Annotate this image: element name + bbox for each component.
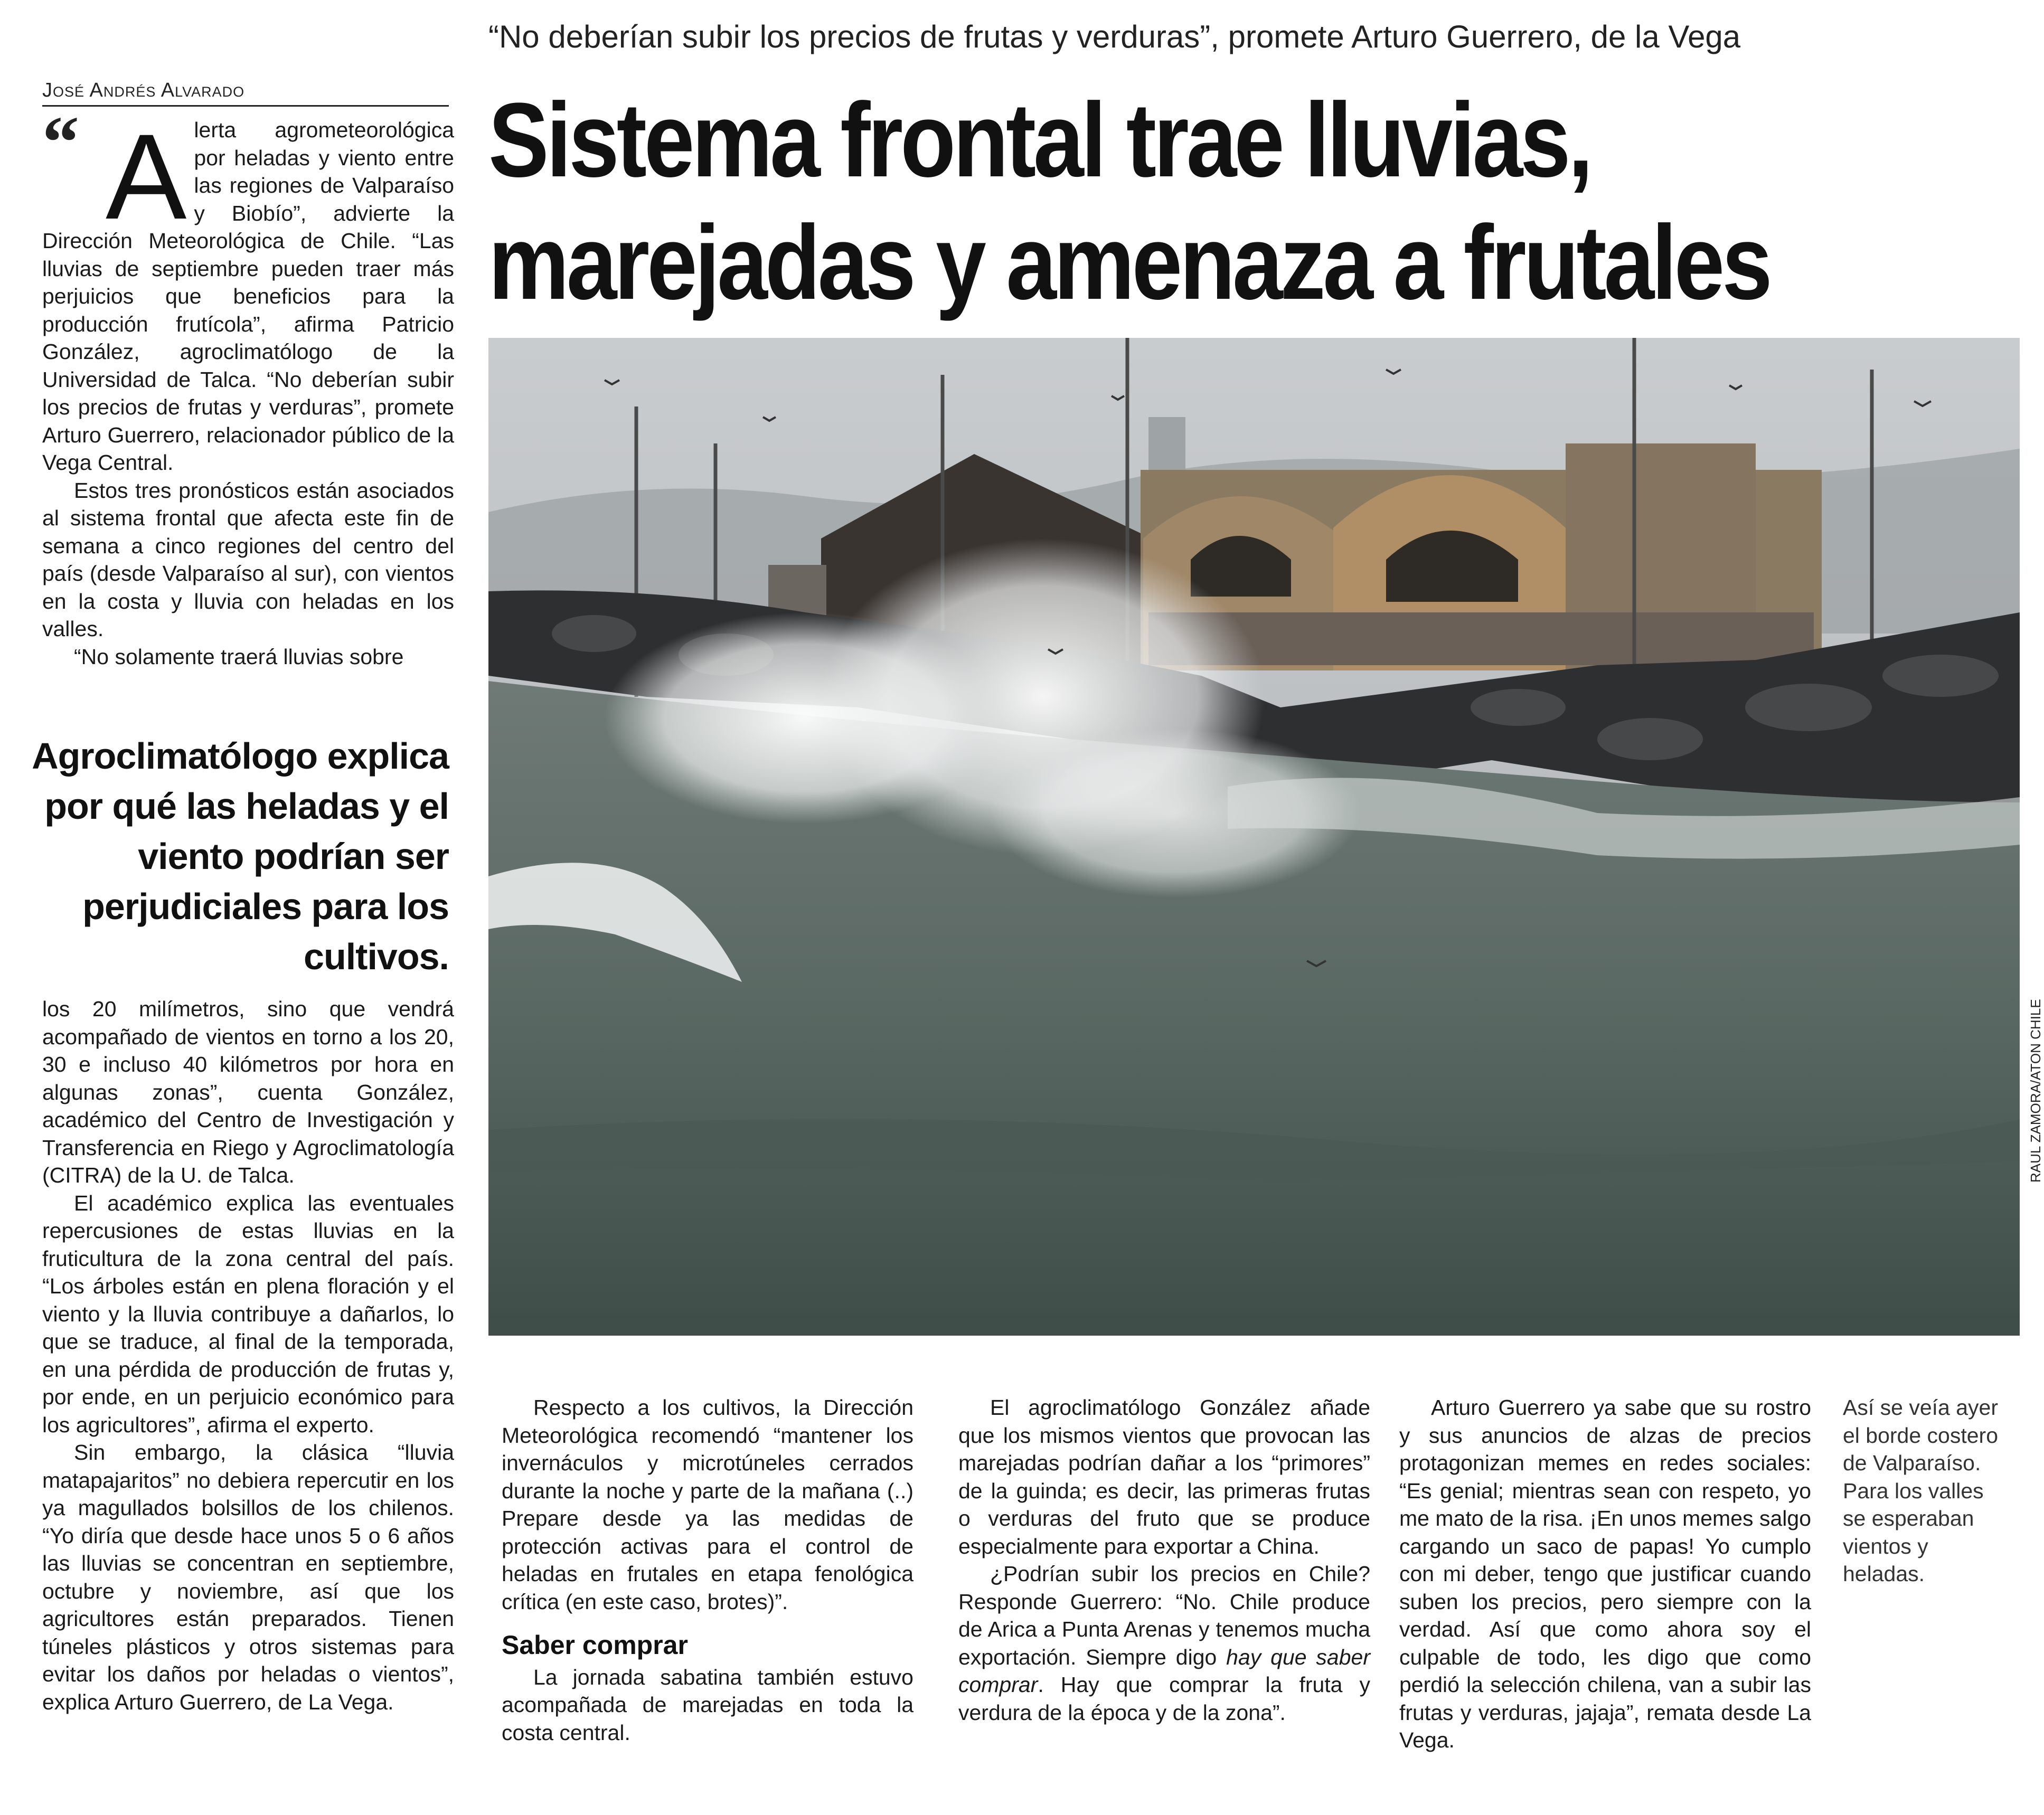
column-3 [958, 1394, 1370, 1811]
paragraph: Respecto a los cultivos, la Dirección Meteorológica recomendó “mantener los invernáculos y microtúneles cerrados durante la noche y parte de la mañana (..) Prepare desde ya las medidas de protección activas para el control de heladas en frutales en etapa fenológica crítica (en este caso, brotes)”. [502, 1395, 913, 1614]
paragraph: “No solamente traerá lluvias sobre [74, 644, 404, 669]
kicker: “No deberían subir los precios de frutas y verduras”, promete Arturo Guerrero, de la Vega [488, 19, 1741, 54]
dropcap: A [106, 109, 187, 244]
paragraph [958, 1560, 1370, 1726]
quote-mark: “ [42, 101, 79, 183]
paragraph-text: . Hay que comprar la fruta y verdura de la época y de la zona”. [958, 1672, 1370, 1725]
headline-line-2: marejadas y amenaza a frutales [488, 204, 1770, 322]
subhead: Saber comprar [502, 1630, 688, 1660]
paragraph: Estos tres pronósticos están asociados al sistema frontal que afecta este fin de semana a cinco regiones del centro del país (desde Valparaíso al sur), con vientos en la costa y lluvia con heladas en los valles. [42, 478, 454, 641]
column-1-bottom [42, 995, 454, 1798]
news-photo [488, 338, 2020, 1336]
photo-caption: Así se veía ayer el borde costero de Valparaíso. Para los valles se esperaban vientos y heladas. [1843, 1395, 1999, 1586]
paragraph: Arturo Guerrero ya sabe que su rostro y sus anuncios de alzas de precios protagonizan memes en redes sociales: “Es genial; mientras sean con respeto, yo me mato de la risa. ¡En unos memes salgo cargando un saco de papas! Yo cumplo con mi deber, tengo que justificar cuando suben los precios, pero siempre con la verdad. Así que como ahora soy el culpable de todo, les digo que como perdió la selección chilena, van a subir las frutas y verduras, jajaja”, remata desde La Vega. [1399, 1395, 1811, 1752]
column-2 [502, 1394, 913, 1811]
emphasis-text: hay que saber comprar [958, 1644, 1370, 1697]
paragraph: La jornada sabatina también estuvo acompañada de marejadas en toda la costa central. [502, 1665, 913, 1745]
stormy-coast-image [488, 338, 2020, 1336]
byline: José Andrés Alvarado [42, 79, 449, 107]
deck: Agroclimatólogo explica por qué las heladas y el viento podrían ser perjudiciales para los cultivos. [32, 735, 449, 977]
photo-credit: RAUL ZAMORA/ATON CHILE [2028, 999, 2043, 1183]
paragraph: El académico explica las eventuales repercusiones de estas lluvias en la fruticultura de la zona central del país. “Los árboles están en plena floración y el viento y la lluvia contribuye a dañarlos, lo que se traduce, al final de la temporada, en una pérdida de producción de frutas y, por ende, en un perjuicio económico para los agricultores”, afirma el experto. [42, 1190, 454, 1437]
headline-line-1: Sistema frontal trae lluvias, [488, 81, 1591, 199]
column-1-top [42, 101, 454, 710]
lead-paragraph: lerta agrometeorológica por heladas y viento entre las regiones de Valparaíso y Biobío”, advierte la Dirección Meteorológica de Chile. “Las lluvias de septiembre pueden traer más perjuicios que beneficios para la producción frutícola”, afirma Patricio González, agroclimatólogo de la Universidad de Talca. “No deberían subir los precios de frutas y verduras”, promete Arturo Guerrero, relacionador público de la Vega Central. [42, 118, 454, 475]
paragraph: Sin embargo, la clásica “lluvia matapajaritos” no debiera repercutir en los ya magullados bolsillos de los chilenos. “Yo diría que desde hace unos 5 o 6 años las lluvias se concentran en septiembre, octubre y noviembre, así que los agricultores están preparados. Tienen túneles plásticos y otros sistemas para evitar los daños por heladas o vientos”, explica Arturo Guerrero, de La Vega. [42, 1440, 454, 1714]
headline [488, 79, 1805, 324]
paragraph: El agroclimatólogo González añade que los mismos vientos que provocan las marejadas podrían dañar a los “primores” de la guinda; es decir, las primeras frutas o verduras del fruto que se produce especialmente para exportar a China. [958, 1395, 1370, 1558]
column-4 [1399, 1394, 1811, 1811]
paragraph-text: ¿Podrían subir los precios en Chile? Responde Guerrero: “No. Chile produce de Arica a Punta Arenas y tenemos mucha exportación. Siempre digo [958, 1562, 1370, 1669]
paragraph: los 20 milímetros, sino que vendrá acompañado de vientos en torno a los 20, 30 e incluso 40 kilómetros por hora en algunas zonas”, cuenta González, académico del Centro de Investigación y Transferencia en Riego y Agroclimatología (CITRA) de la U. de Talca. [42, 997, 454, 1187]
